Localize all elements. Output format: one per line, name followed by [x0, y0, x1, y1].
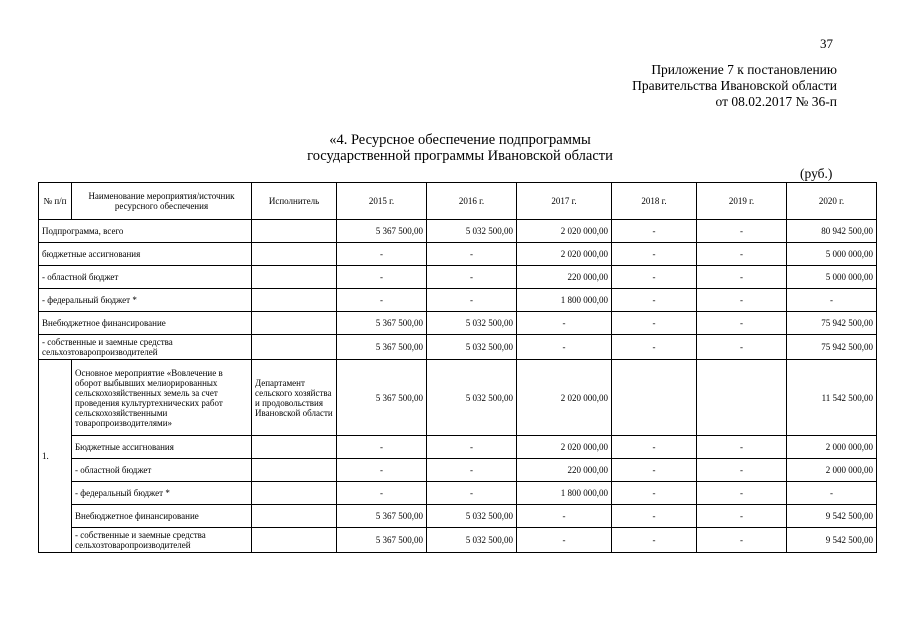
- cell-2016: -: [427, 289, 517, 312]
- cell-2017: 220 000,00: [517, 266, 612, 289]
- row-executor: [252, 220, 337, 243]
- cell-2015: -: [337, 482, 427, 505]
- row-name: Внебюджетное финансирование: [39, 312, 252, 335]
- cell-2019: -: [697, 482, 787, 505]
- page-number: 37: [820, 36, 833, 51]
- cell-2017: 2 020 000,00: [517, 436, 612, 459]
- table-header-row: [39, 183, 877, 220]
- header-name: Наименование мероприятия/источник ресурсного обеспечения: [72, 183, 252, 220]
- cell-2016: 5 032 500,00: [427, 335, 517, 360]
- cell-2015: -: [337, 243, 427, 266]
- activity-row: [39, 360, 877, 436]
- cell-2020: 5 000 000,00: [787, 243, 877, 266]
- table-row: [39, 243, 877, 266]
- cell-2017: -: [517, 312, 612, 335]
- cell-2020: -: [787, 482, 877, 505]
- row-name: - собственные и заемные средства сельхозтоваропроизводителей: [72, 528, 252, 553]
- cell-2017: 1 800 000,00: [517, 482, 612, 505]
- row-executor: [252, 482, 337, 505]
- row-name: бюджетные ассигнования: [39, 243, 252, 266]
- appendix-line-2: Правительства Ивановской области: [632, 78, 837, 93]
- cell-2015: 5 367 500,00: [337, 505, 427, 528]
- currency-unit: (руб.): [800, 166, 833, 181]
- cell-2018: [612, 360, 697, 436]
- cell-2015: -: [337, 436, 427, 459]
- cell-2017: 2 020 000,00: [517, 360, 612, 436]
- cell-2020: 75 942 500,00: [787, 335, 877, 360]
- cell-2017: 220 000,00: [517, 459, 612, 482]
- cell-2016: -: [427, 459, 517, 482]
- row-executor: [252, 335, 337, 360]
- cell-2017: 1 800 000,00: [517, 289, 612, 312]
- cell-2017: 2 020 000,00: [517, 243, 612, 266]
- header-2015: 2015 г.: [337, 183, 427, 220]
- cell-2017: -: [517, 335, 612, 360]
- table-row: [39, 436, 877, 459]
- cell-2017: -: [517, 505, 612, 528]
- cell-2018: -: [612, 459, 697, 482]
- table-row: [39, 289, 877, 312]
- appendix-line-1: Приложение 7 к постановлению: [651, 62, 837, 77]
- cell-2020: 9 542 500,00: [787, 528, 877, 553]
- row-executor: [252, 436, 337, 459]
- cell-2016: -: [427, 436, 517, 459]
- cell-2020: 11 542 500,00: [787, 360, 877, 436]
- appendix-reference: [632, 62, 837, 110]
- cell-2020: -: [787, 289, 877, 312]
- cell-2016: -: [427, 243, 517, 266]
- row-name: Внебюджетное финансирование: [72, 505, 252, 528]
- cell-2020: 9 542 500,00: [787, 505, 877, 528]
- cell-2015: 5 367 500,00: [337, 360, 427, 436]
- row-executor: [252, 289, 337, 312]
- cell-2019: [697, 360, 787, 436]
- cell-2017: 2 020 000,00: [517, 220, 612, 243]
- cell-2019: -: [697, 220, 787, 243]
- row-name: Подпрограмма, всего: [39, 220, 252, 243]
- activity-name: Основное мероприятие «Вовлечение в оборот выбывших мелиорированных сельскохозяйственных земель за счет проведения культуртехнических работ сельскохозяйственными товаропроизводителями»: [72, 360, 252, 436]
- table-row: [39, 482, 877, 505]
- cell-2019: -: [697, 266, 787, 289]
- table-row: [39, 459, 877, 482]
- row-executor: [252, 266, 337, 289]
- cell-2020: 2 000 000,00: [787, 436, 877, 459]
- cell-2015: 5 367 500,00: [337, 528, 427, 553]
- header-2016: 2016 г.: [427, 183, 517, 220]
- cell-2016: 5 032 500,00: [427, 312, 517, 335]
- cell-2020: 75 942 500,00: [787, 312, 877, 335]
- table-row: [39, 266, 877, 289]
- cell-2015: 5 367 500,00: [337, 312, 427, 335]
- table-row: [39, 220, 877, 243]
- row-executor: [252, 243, 337, 266]
- activity-num: 1.: [39, 360, 72, 553]
- cell-2018: -: [612, 528, 697, 553]
- header-2017: 2017 г.: [517, 183, 612, 220]
- table-row: [39, 335, 877, 360]
- document-title: [240, 132, 680, 164]
- header-2018: 2018 г.: [612, 183, 697, 220]
- table-row: [39, 505, 877, 528]
- row-name: Бюджетные ассигнования: [72, 436, 252, 459]
- cell-2018: -: [612, 289, 697, 312]
- cell-2018: -: [612, 482, 697, 505]
- cell-2015: -: [337, 459, 427, 482]
- cell-2015: -: [337, 289, 427, 312]
- cell-2019: -: [697, 243, 787, 266]
- cell-2018: -: [612, 243, 697, 266]
- table-row: [39, 312, 877, 335]
- row-name: - областной бюджет: [39, 266, 252, 289]
- row-executor: [252, 459, 337, 482]
- cell-2019: -: [697, 528, 787, 553]
- row-name: - федеральный бюджет *: [39, 289, 252, 312]
- header-executor: Исполнитель: [252, 183, 337, 220]
- cell-2020: 80 942 500,00: [787, 220, 877, 243]
- cell-2019: -: [697, 459, 787, 482]
- row-executor: [252, 505, 337, 528]
- header-2020: 2020 г.: [787, 183, 877, 220]
- cell-2018: -: [612, 335, 697, 360]
- row-name: - областной бюджет: [72, 459, 252, 482]
- cell-2019: -: [697, 505, 787, 528]
- cell-2015: -: [337, 266, 427, 289]
- cell-2019: -: [697, 312, 787, 335]
- title-line-2: государственной программы Ивановской области: [307, 148, 613, 164]
- row-name: - федеральный бюджет *: [72, 482, 252, 505]
- cell-2016: 5 032 500,00: [427, 360, 517, 436]
- row-executor: [252, 312, 337, 335]
- cell-2020: 5 000 000,00: [787, 266, 877, 289]
- cell-2016: 5 032 500,00: [427, 220, 517, 243]
- table-row: [39, 528, 877, 553]
- cell-2019: -: [697, 289, 787, 312]
- cell-2018: -: [612, 266, 697, 289]
- row-name: - собственные и заемные средства сельхозтоваропроизводителей: [39, 335, 252, 360]
- cell-2015: 5 367 500,00: [337, 220, 427, 243]
- cell-2016: 5 032 500,00: [427, 505, 517, 528]
- cell-2016: -: [427, 482, 517, 505]
- cell-2015: 5 367 500,00: [337, 335, 427, 360]
- cell-2018: -: [612, 505, 697, 528]
- resource-table: [38, 182, 877, 553]
- cell-2018: -: [612, 312, 697, 335]
- cell-2019: -: [697, 335, 787, 360]
- row-executor: [252, 528, 337, 553]
- title-line-1: «4. Ресурсное обеспечение подпрограммы: [329, 132, 591, 148]
- cell-2018: -: [612, 436, 697, 459]
- header-num: № п/п: [39, 183, 72, 220]
- cell-2016: -: [427, 266, 517, 289]
- activity-executor: Департамент сельского хозяйства и продовольствия Ивановской области: [252, 360, 337, 436]
- header-2019: 2019 г.: [697, 183, 787, 220]
- cell-2018: -: [612, 220, 697, 243]
- cell-2020: 2 000 000,00: [787, 459, 877, 482]
- cell-2017: -: [517, 528, 612, 553]
- cell-2016: 5 032 500,00: [427, 528, 517, 553]
- appendix-line-3: от 08.02.2017 № 36-п: [715, 94, 837, 109]
- cell-2019: -: [697, 436, 787, 459]
